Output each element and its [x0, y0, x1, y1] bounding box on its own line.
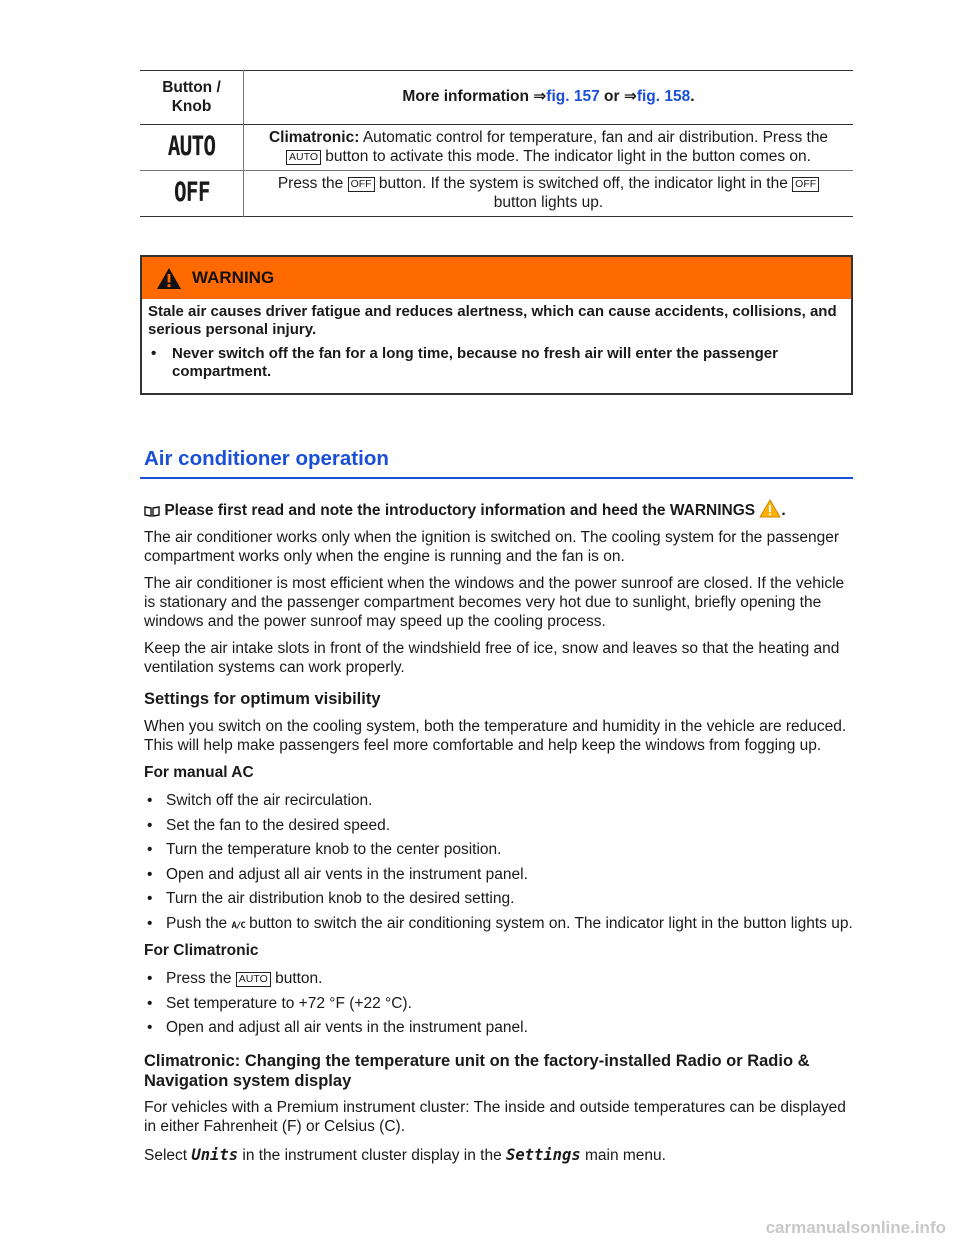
section-body	[140, 499, 853, 1166]
paragraph: When you switch on the cooling system, both the temperature and humidity in the vehicle are reduced. This will help make passengers feel more comfortable and help keep the windows from fogging up.	[144, 718, 847, 754]
warning-bullet: • Never switch off the fan for a long time, because no fresh air will enter the passenger compartment.	[148, 345, 845, 381]
list-item: • Turn the temperature knob to the center position.	[144, 841, 853, 860]
units-menu-item: Units	[191, 1145, 239, 1164]
settings-menu-item: Settings	[506, 1145, 581, 1164]
manual-ac-list	[140, 792, 853, 934]
off-description: Press the OFF button. If the system is switched off, the indicator light in the OFF button lights up.	[244, 171, 854, 217]
visibility-heading: Settings for optimum visibility	[144, 690, 381, 709]
climatronic-heading: For Climatronic	[144, 942, 259, 960]
list-item: • Switch off the air recirculation.	[144, 792, 853, 811]
header-more-info: More information ⇒fig. 157 or ⇒fig. 158.	[402, 88, 695, 106]
header-button-knob: Button / Knob	[140, 71, 244, 125]
list-item: • Turn the air distribution knob to the desired setting.	[144, 890, 853, 909]
auto-button-icon: AUTO	[236, 972, 271, 987]
off-button-icon: OFF	[792, 177, 819, 192]
controls-table	[140, 70, 853, 217]
manual-ac-heading: For manual AC	[144, 764, 254, 782]
off-button-icon: OFF	[348, 177, 375, 192]
list-item: • Open and adjust all air vents in the instrument panel.	[144, 1019, 853, 1038]
climatronic-list	[140, 970, 853, 1038]
watermark: carmanualsonline.info	[765, 1217, 946, 1237]
off-knob-symbol: OFF	[173, 177, 210, 209]
units-instruction: Select Units in the instrument cluster display in the Settings main menu.	[144, 1145, 666, 1164]
table-row	[140, 171, 853, 217]
warning-triangle-icon	[759, 499, 781, 518]
open-book-icon	[144, 505, 160, 517]
list-item: • Push the A/C button to switch the air conditioning system on. The indicator light in the button lights up.	[144, 915, 853, 934]
list-item: • Open and adjust all air vents in the instrument panel.	[144, 866, 853, 885]
list-item: • Set temperature to +72 °F (+22 °C).	[144, 995, 853, 1014]
auto-knob-symbol: AUTO	[167, 131, 216, 163]
paragraph: The air conditioner works only when the ignition is switched on. The cooling system for the passenger compartment works only when the engine is running and the fan is on.	[144, 529, 839, 565]
paragraph: Keep the air intake slots in front of the windshield free of ice, snow and leaves so that the heating and ventilation systems can work properly.	[144, 640, 840, 676]
auto-description: Climatronic: Automatic control for temperature, fan and air distribution. Press the AUTO button to activate this mode. The indicator light in the button comes on.	[268, 128, 829, 165]
fig-157-link[interactable]: fig. 157	[546, 88, 600, 106]
fig-158-link[interactable]: fig. 158	[636, 88, 691, 106]
section-rule	[140, 477, 853, 479]
list-item: • Set the fan to the desired speed.	[144, 817, 853, 836]
units-heading: Climatronic: Changing the temperature unit on the factory-installed Radio or Radio & Navigation system display	[144, 1051, 810, 1090]
intro-note: Please first read and note the introductory information and heed the WARNINGS .	[144, 499, 853, 521]
warning-text: Stale air causes driver fatigue and reduces alertness, which can cause accidents, collisions, and serious personal injury.	[148, 303, 837, 338]
warning-triangle-icon	[156, 267, 182, 290]
paragraph: The air conditioner is most efficient when the windows and the power sunroof are closed. If the vehicle is stationary and the passenger compartment becomes very hot due to sunlight, briefly opening the windows and the power sunroof may speed up the cooling process.	[144, 575, 845, 630]
paragraph: For vehicles with a Premium instrument cluster: The inside and outside temperatures can be displayed in either Fahrenheit (F) or Celsius (C).	[144, 1099, 846, 1136]
warning-header	[142, 257, 851, 299]
auto-button-icon: AUTO	[286, 150, 321, 165]
warning-box	[140, 255, 853, 395]
table-row	[140, 125, 853, 171]
list-item: • Press the AUTO button.	[144, 970, 853, 989]
ac-button-icon: A/C	[231, 920, 245, 931]
section-title: Air conditioner operation	[144, 447, 389, 470]
manual-page	[140, 70, 853, 1174]
table-header-row	[140, 71, 853, 125]
warning-title: WARNING	[192, 267, 275, 287]
warning-body	[142, 299, 851, 393]
